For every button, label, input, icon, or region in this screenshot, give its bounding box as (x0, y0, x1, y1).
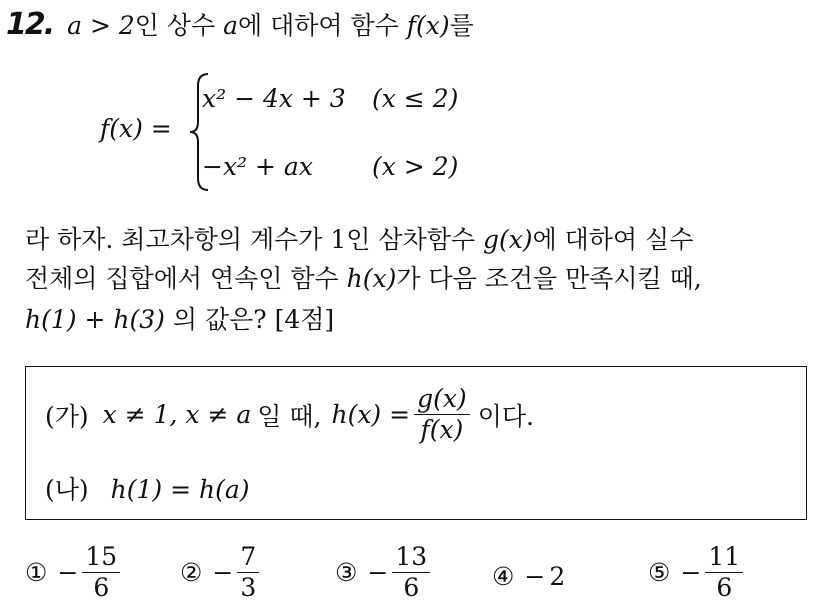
choice-2-sign: − (212, 558, 234, 588)
choice-3-num: 13 (392, 544, 430, 573)
choice-2-fraction (237, 544, 259, 602)
choice-1-den: 6 (93, 573, 110, 603)
body-line3-expr: h(1) + h(3) (25, 305, 165, 334)
piecewise-case1-cond: (x ≤ 2) (372, 84, 459, 113)
question-intro (6, 6, 474, 42)
choice-5[interactable] (648, 544, 747, 602)
choice-5-mark: ⑤ (648, 558, 671, 588)
condition-na-expr: h(1) = h(a) (110, 475, 250, 504)
choice-2-den: 3 (240, 573, 257, 603)
body-line2-b: 가 다음 조건을 만족시킬 때, (396, 264, 702, 293)
choice-2[interactable] (180, 544, 263, 602)
condition-na-label: (나) (45, 475, 89, 504)
choice-2-mark: ② (180, 558, 203, 588)
choice-5-num: 11 (705, 544, 743, 573)
condition-na (45, 470, 250, 506)
intro-func: f(x) (406, 11, 450, 40)
condition-ga-num: g(x) (414, 386, 470, 415)
choice-1-sign: − (57, 558, 79, 588)
choice-4[interactable] (492, 562, 565, 591)
choice-2-num: 7 (237, 544, 259, 573)
body-line3-b: 의 값은? (172, 305, 267, 334)
condition-ga-label: (가) (45, 401, 89, 431)
body-line2-func: h(x) (346, 264, 397, 293)
choice-1-fraction (82, 544, 120, 602)
choice-1[interactable] (25, 544, 124, 602)
body-line1-b: 에 대하여 실수 (532, 225, 694, 254)
piecewise-case1-expr: x² − 4x + 3 (202, 84, 346, 113)
condition-ga-text: 일 때, (257, 401, 322, 431)
condition-ga-fraction (414, 386, 470, 444)
body-line-2 (25, 259, 702, 295)
condition-ga-end: 이다. (477, 401, 534, 431)
intro-text-1: 인 상수 (134, 11, 216, 40)
body-line1-func: g(x) (482, 225, 533, 254)
choice-4-mark: ④ (492, 562, 515, 591)
choice-5-den: 6 (716, 573, 733, 603)
intro-condition: a > 2 (67, 11, 135, 40)
condition-ga-cond: x ≠ 1, x ≠ a (102, 400, 252, 430)
body-line-3 (25, 300, 334, 336)
choice-1-num: 15 (82, 544, 120, 573)
choice-1-mark: ① (25, 558, 48, 588)
piecewise-lhs: f(x) = (100, 114, 172, 143)
piecewise-case2-cond: (x > 2) (372, 152, 459, 181)
choice-4-sign: − (524, 562, 546, 591)
intro-text-2: 에 대하여 함수 (238, 11, 399, 40)
intro-var: a (223, 11, 239, 40)
choice-3-sign: − (367, 558, 389, 588)
points-label: [4점] (274, 305, 335, 334)
question-number: 12. (6, 7, 54, 42)
choice-5-sign: − (680, 558, 702, 588)
condition-ga-den: f(x) (420, 415, 464, 445)
choice-3-fraction (392, 544, 430, 602)
condition-ga (45, 386, 534, 444)
body-line-1 (25, 220, 693, 256)
body-line2-a: 전체의 집합에서 연속인 함수 (25, 264, 339, 293)
choice-4-value: 2 (549, 562, 566, 591)
body-line1-a: 라 하자. 최고차항의 계수가 1인 삼차함수 (25, 225, 475, 254)
condition-ga-lhs: h(x) = (331, 400, 411, 430)
choice-3-mark: ③ (335, 558, 358, 588)
piecewise-case2-expr: −x² + ax (202, 152, 313, 181)
choice-3-den: 6 (403, 573, 420, 603)
choice-3[interactable] (335, 544, 434, 602)
intro-text-3: 를 (449, 11, 474, 40)
choice-5-fraction (705, 544, 743, 602)
